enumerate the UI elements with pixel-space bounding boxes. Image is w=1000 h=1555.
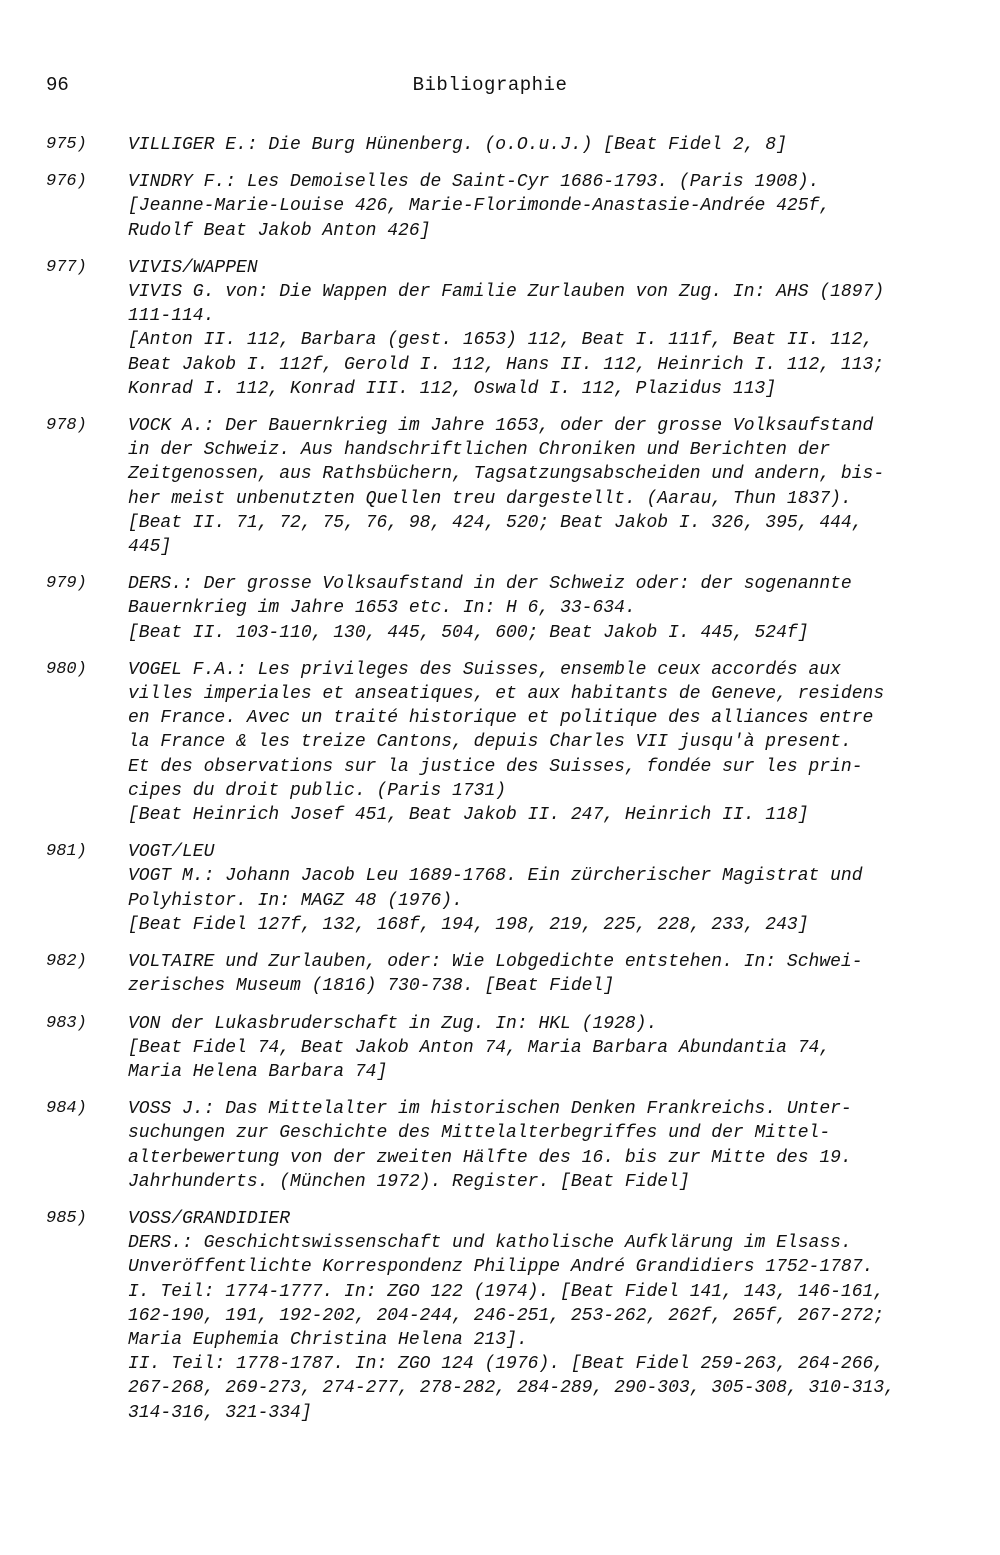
entry-line: VOSS J.: Das Mittelalter im historischen Denken Frankreichs. Unter-: [128, 1099, 852, 1120]
entry-line: Unveröffentlichte Korrespondenz Philippe André Grandidiers 1752-1787.: [128, 1257, 874, 1278]
entry-text: [128, 1097, 948, 1194]
entry-number: 975): [46, 135, 87, 154]
entry-line: villes imperiales et anseatiques, et aux habitants de Geneve, residens: [128, 684, 885, 705]
entry-line: I. Teil: 1774-1777. In: ZGO 122 (1974). [Beat Fidel 141, 143, 146-161,: [128, 1281, 885, 1302]
entry-line: VINDRY F.: Les Demoiselles de Saint-Cyr 1686-1793. (Paris 1908).: [128, 172, 820, 193]
entry-line: Maria Euphemia Christina Helena 213].: [128, 1329, 528, 1350]
entry-line: suchungen zur Geschichte des Mittelalterbegriffes und der Mittel-: [128, 1123, 831, 1144]
entry-line: [Beat II. 103-110, 130, 445, 504, 600; Beat Jakob I. 445, 524f]: [128, 622, 809, 643]
entry-text: [128, 1012, 948, 1085]
entry-line: DERS.: Geschichtswissenschaft und katholische Aufklärung im Elsass.: [128, 1233, 852, 1254]
entry-line: VOLTAIRE und Zurlauben, oder: Wie Lobgedichte entstehen. In: Schwei-: [128, 952, 863, 973]
bibliography-entry: [0, 256, 1000, 401]
entry-line: VIVIS/WAPPEN: [128, 257, 258, 278]
entry-number: 976): [46, 172, 87, 192]
bibliography-entry: [0, 1097, 1000, 1194]
entry-line: zerisches Museum (1816) 730-738. [Beat Fidel]: [128, 976, 615, 997]
bibliography-entry: [0, 658, 1000, 827]
entry-line: II. Teil: 1778-1787. In: ZGO 124 (1976). [Beat Fidel 259-263, 264-266,: [128, 1354, 885, 1375]
entry-line: Jahrhunderts. (München 1972). Register. [Beat Fidel]: [128, 1171, 690, 1192]
entry-text: [128, 658, 948, 827]
entry-line: cipes du droit public. (Paris 1731): [128, 780, 507, 801]
entry-line: Maria Helena Barbara 74]: [128, 1061, 388, 1082]
entry-line: her meist unbenutzten Quellen treu dargestellt. (Aarau, Thun 1837).: [128, 488, 852, 509]
bibliography-entry: [0, 170, 1000, 243]
entry-line: Zeitgenossen, aus Rathsbüchern, Tagsatzungsabscheiden und andern, bis-: [128, 464, 885, 485]
entry-line: DERS.: Der grosse Volksaufstand in der Schweiz oder: der sogenannte: [128, 574, 852, 595]
entry-line: 111-114.: [128, 306, 215, 327]
entry-line: VON der Lukasbruderschaft in Zug. In: HKL (1928).: [128, 1013, 658, 1034]
bibliography-entry: [0, 414, 1000, 559]
entry-line: [Anton II. 112, Barbara (gest. 1653) 112, Beat I. 111f, Beat II. 112,: [128, 330, 874, 351]
entry-line: VIVIS G. von: Die Wappen der Familie Zurlauben von Zug. In: AHS (1897): [128, 282, 885, 303]
entry-number: 979): [46, 574, 87, 594]
entry-line: VOSS/GRANDIDIER: [128, 1208, 291, 1229]
entry-line: Polyhistor. In: MAGZ 48 (1976).: [128, 890, 463, 911]
entry-line: Rudolf Beat Jakob Anton 426]: [128, 220, 431, 241]
entry-text: [128, 256, 948, 401]
page-header: [0, 72, 1000, 98]
entry-line: Konrad I. 112, Konrad III. 112, Oswald I. 112, Plazidus 113]: [128, 378, 777, 399]
entry-line: VOGEL F.A.: Les privileges des Suisses, ensemble ceux accordés aux: [128, 659, 841, 680]
entry-line: Beat Jakob I. 112f, Gerold I. 112, Hans II. 112, Heinrich I. 112, 113;: [128, 354, 885, 375]
entry-line: [Beat Fidel 74, Beat Jakob Anton 74, Maria Barbara Abundantia 74,: [128, 1037, 831, 1058]
entry-line: 314-316, 321-334]: [128, 1402, 312, 1423]
bibliography-entry: [0, 572, 1000, 645]
bibliography-entry: [0, 950, 1000, 998]
bibliography-entry: [0, 1207, 1000, 1425]
entry-line: Bauernkrieg im Jahre 1653 etc. In: H 6, 33-634.: [128, 598, 636, 619]
entry-line: la France & les treize Cantons, depuis Charles VII jusqu'à present.: [128, 732, 852, 753]
entry-text: [128, 950, 948, 998]
bibliography-entry: [0, 840, 1000, 937]
entry-line: 267-268, 269-273, 274-277, 278-282, 284-289, 290-303, 305-308, 310-313,: [128, 1378, 895, 1399]
entry-text: [128, 1207, 948, 1425]
entry-line: 445]: [128, 537, 172, 558]
entry-line: VOGT M.: Johann Jacob Leu 1689-1768. Ein zürcherischer Magistrat und: [128, 866, 863, 887]
entry-line: in der Schweiz. Aus handschriftlichen Chroniken und Berichten der: [128, 440, 831, 461]
entry-line: VOGT/LEU: [128, 842, 215, 863]
bibliography-entry: [0, 133, 1000, 157]
entry-line: [Beat II. 71, 72, 75, 76, 98, 424, 520; Beat Jakob I. 326, 395, 444,: [128, 512, 863, 533]
bibliography-entry: [0, 1012, 1000, 1085]
entry-number: 981): [46, 842, 87, 862]
entry-text: [128, 572, 948, 645]
entry-line: Et des observations sur la justice des Suisses, fondée sur les prin-: [128, 756, 863, 777]
entry-text: [128, 170, 948, 243]
running-title: Bibliographie: [412, 74, 568, 96]
entry-line: 162-190, 191, 192-202, 204-244, 246-251, 253-262, 262f, 265f, 267-272;: [128, 1305, 885, 1326]
entry-line: VOCK A.: Der Bauernkrieg im Jahre 1653, oder der grosse Volksaufstand: [128, 416, 874, 437]
entry-line: [Beat Heinrich Josef 451, Beat Jakob II. 247, Heinrich II. 118]: [128, 805, 809, 826]
entry-number: 984): [46, 1099, 87, 1119]
page-number: 96: [46, 74, 69, 96]
entry-line: en France. Avec un traité historique et politique des alliances entre: [128, 708, 874, 729]
entry-number: 982): [46, 952, 87, 972]
entry-line: VILLIGER E.: Die Burg Hünenberg. (o.O.u.J.) [Beat Fidel 2, 8]: [128, 135, 787, 155]
entry-line: alterbewertung von der zweiten Hälfte des 16. bis zur Mitte des 19.: [128, 1147, 852, 1168]
entry-line: [Beat Fidel 127f, 132, 168f, 194, 198, 219, 225, 228, 233, 243]: [128, 914, 809, 935]
entry-number: 983): [46, 1013, 87, 1033]
entry-number: 978): [46, 416, 87, 436]
entry-text: [128, 840, 948, 937]
entry-line: [Jeanne-Marie-Louise 426, Marie-Florimonde-Anastasie-Andrée 425f,: [128, 196, 831, 217]
entry-number: 985): [46, 1208, 87, 1228]
entry-number: 980): [46, 659, 87, 679]
entry-text: [128, 414, 948, 559]
bibliography-entries: [0, 133, 1000, 1438]
entry-number: 977): [46, 257, 87, 277]
entry-text: [128, 133, 948, 157]
